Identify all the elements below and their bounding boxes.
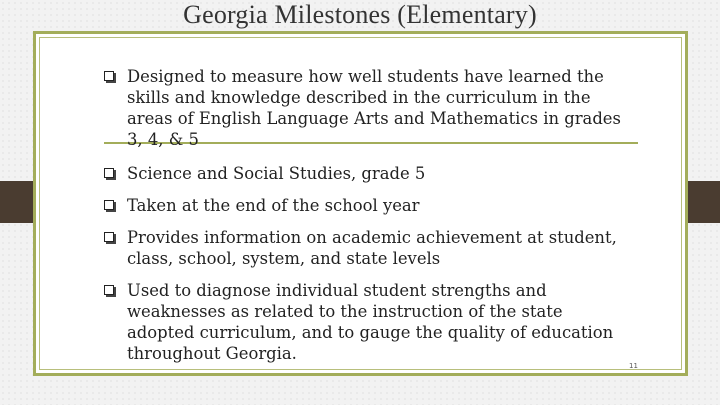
- checkbox-icon: [104, 168, 114, 178]
- bullet-text: Used to diagnose individual student strengths and weaknesses as related to the instruction of the state adopted curriculum, and to gauge the quality of education throughout Georgia.: [127, 281, 614, 363]
- bullet-item: [104, 195, 634, 216]
- bullet-text: Science and Social Studies, grade 5: [127, 164, 426, 183]
- bullet-item: [104, 227, 634, 269]
- bullet-item: [104, 163, 634, 184]
- bullet-text: Taken at the end of the school year: [127, 196, 420, 215]
- page-number: 11: [629, 362, 638, 370]
- checkbox-icon: [104, 285, 114, 295]
- checkbox-icon: [104, 71, 114, 81]
- left-side-tab: [0, 181, 36, 223]
- bullet-text: Designed to measure how well students have learned the skills and knowledge described in the curriculum in the areas of English Language Arts and Mathematics in grades 3, 4, & 5: [127, 67, 621, 149]
- slide-title: Georgia Milestones (Elementary): [183, 0, 537, 29]
- bullet-item: [104, 280, 634, 364]
- checkbox-icon: [104, 232, 114, 242]
- bullet-list: [104, 66, 634, 364]
- bullet-text: Provides information on academic achievement at student, class, school, system, and state levels: [127, 228, 617, 268]
- bullet-item: [104, 66, 634, 150]
- checkbox-icon: [104, 200, 114, 210]
- right-side-tab: [684, 181, 720, 223]
